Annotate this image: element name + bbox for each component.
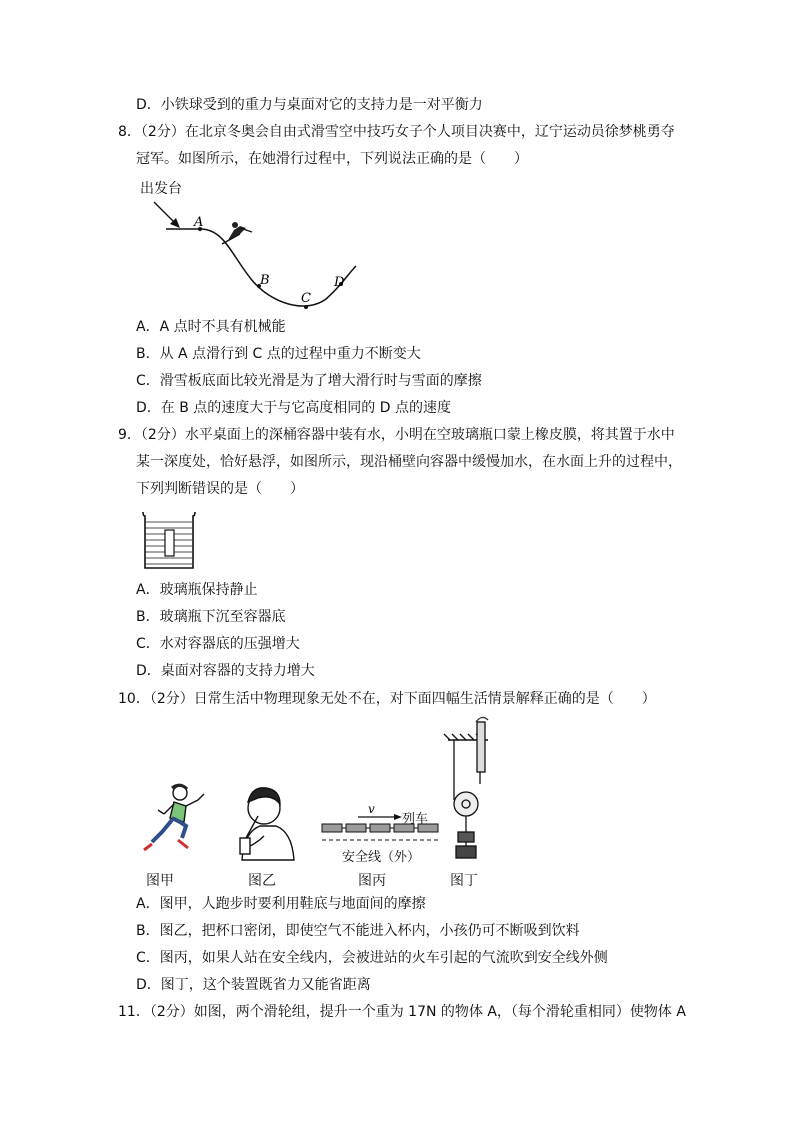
q9-stem-line3: 下列判断错误的是（ ） [136, 481, 304, 497]
train-label: 列车 [402, 812, 429, 827]
q10-option-c: C．图丙，如果人站在安全线内，会被进站的火车引起的气流吹到安全线外侧 [136, 950, 608, 966]
q9-stem-line1: 9．（2分）水平桌面上的深桶容器中装有水，小明在空玻璃瓶口蒙上橡皮膜，将其置于水中 [118, 427, 675, 443]
q8-option-b: B．从 A 点滑行到 C 点的过程中重力不断变大 [136, 346, 421, 362]
q11-stem-line1: 11．（2分）如图，两个滑轮组，提升一个重为 17N 的物体 A，（每个滑轮重相同）使物体 A [118, 1004, 686, 1020]
q10-figure [136, 714, 516, 890]
velocity-label: v [368, 802, 375, 816]
q9-stem-line2: 某一深度处，恰好悬浮，如图所示，现沿桶壁向容器中缓慢加水，在水面上升的过程中， [136, 454, 682, 470]
figure-yi-label: 图乙 [248, 873, 276, 889]
q10-option-a: A．图甲，人跑步时要利用鞋底与地面间的摩擦 [136, 896, 426, 912]
point-a-label: A [194, 215, 204, 230]
q8-ski-figure [136, 174, 376, 314]
q10-option-b: B．图乙，把杯口密闭，即使空气不能进入杯内，小孩仍可不断吸到饮料 [136, 923, 580, 939]
pulley-icon [444, 717, 488, 858]
q7-option-d: D．小铁球受到的重力与桌面对它的支持力是一对平衡力 [136, 97, 483, 113]
q10-stem-line1: 10．（2分）日常生活中物理现象无处不在，对下面四幅生活情景解释正确的是（ ） [118, 691, 656, 707]
q9-option-a: A．玻璃瓶保持静止 [136, 582, 258, 598]
point-d-label: D [334, 275, 345, 290]
point-b-label: B [260, 273, 270, 288]
figure-ding-label: 图丁 [450, 873, 478, 889]
q9-option-b: B．玻璃瓶下沉至容器底 [136, 609, 286, 625]
q9-container-figure [140, 508, 200, 570]
figure-jia-label: 图甲 [146, 873, 174, 889]
start-platform-label: 出发台 [140, 181, 182, 197]
q8-option-d: D．在 B 点的速度大于与它高度相同的 D 点的速度 [136, 400, 451, 416]
q8-option-c: C．滑雪板底面比较光滑是为了增大滑行时与雪面的摩擦 [136, 373, 482, 389]
safety-line-label: 安全线（外） [342, 850, 421, 865]
point-c-label: C [301, 291, 311, 306]
figure-bing-label: 图丙 [358, 873, 386, 889]
q10-option-d: D．图丁，这个装置既省力又能省距离 [136, 977, 371, 993]
child-drinking-icon [240, 788, 294, 860]
skier-icon [222, 222, 252, 244]
q8-stem-line1: 8．（2分）在北京冬奥会自由式滑雪空中技巧女子个人项目决赛中，辽宁运动员徐梦桃勇夺 [118, 124, 675, 140]
q9-option-c: C．水对容器底的压强增大 [136, 636, 300, 652]
q8-stem-line2: 冠军。如图所示，在她滑行过程中，下列说法正确的是（ ） [136, 151, 528, 167]
runner-icon [144, 785, 204, 850]
q9-option-d: D．桌面对容器的支持力增大 [136, 663, 315, 679]
q8-option-a: A．A 点时不具有机械能 [136, 319, 286, 335]
